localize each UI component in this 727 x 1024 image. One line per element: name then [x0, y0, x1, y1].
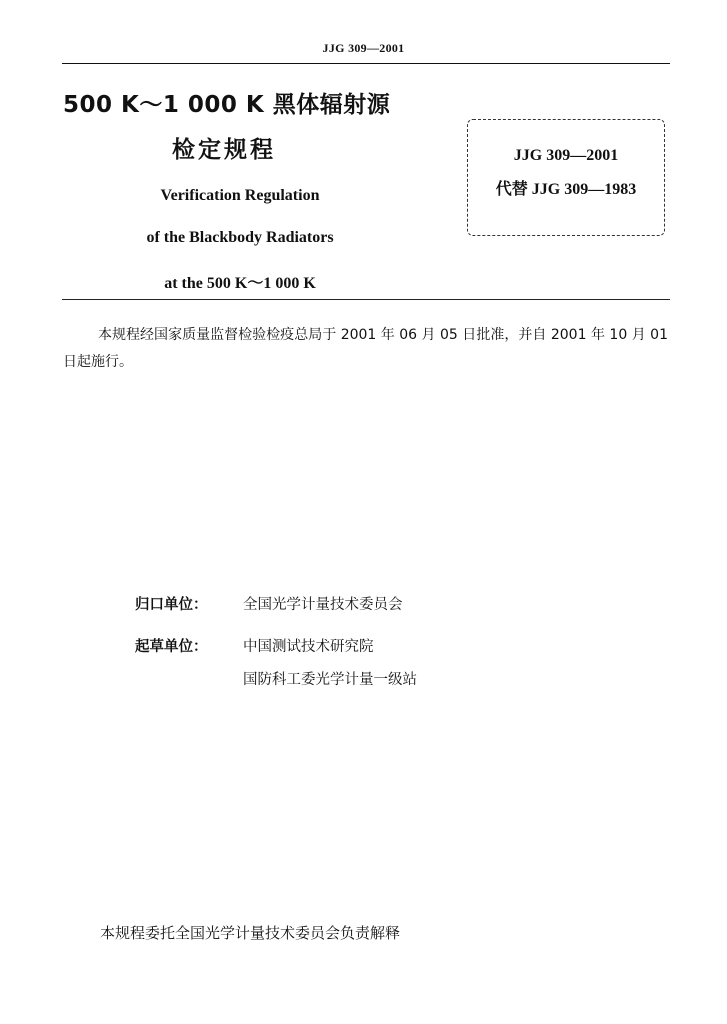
drafting-unit-label: 起草单位： [135, 639, 208, 655]
responsible-unit-label: 归口单位： [135, 597, 208, 613]
approval-statement: 本规程经国家质量监督检验检疫总局于 2001 年 06 月 05 日批准，并自 2001 年 10 月 01 日起施行。 [63, 327, 668, 370]
standard-code-box [467, 119, 665, 236]
replaces-code: 代替 JJG 309—1983 [495, 181, 637, 198]
section-divider [62, 299, 670, 300]
responsible-unit-value: 全国光学计量技术委员会 [243, 597, 403, 613]
title-english-line2: of the Blackbody Radiators [146, 229, 334, 246]
drafting-unit-value-1: 中国测试技术研究院 [243, 639, 374, 655]
title-chinese-line2: 检定规程 [172, 137, 276, 163]
standard-code: JJG 309—2001 [513, 147, 619, 164]
interpretation-note: 本规程委托全国光学计量技术委员会负责解释 [100, 924, 401, 942]
title-chinese-line1: 500 K～1 000 K 黑体辐射源 [63, 92, 391, 118]
document-code-header: JJG 309—2001 [322, 41, 405, 55]
top-divider [62, 63, 670, 64]
title-english-line3: at the 500 K～1 000 K [164, 275, 316, 292]
drafting-unit-value-2: 国防科工委光学计量一级站 [243, 672, 417, 688]
title-english-line1: Verification Regulation [160, 187, 320, 204]
